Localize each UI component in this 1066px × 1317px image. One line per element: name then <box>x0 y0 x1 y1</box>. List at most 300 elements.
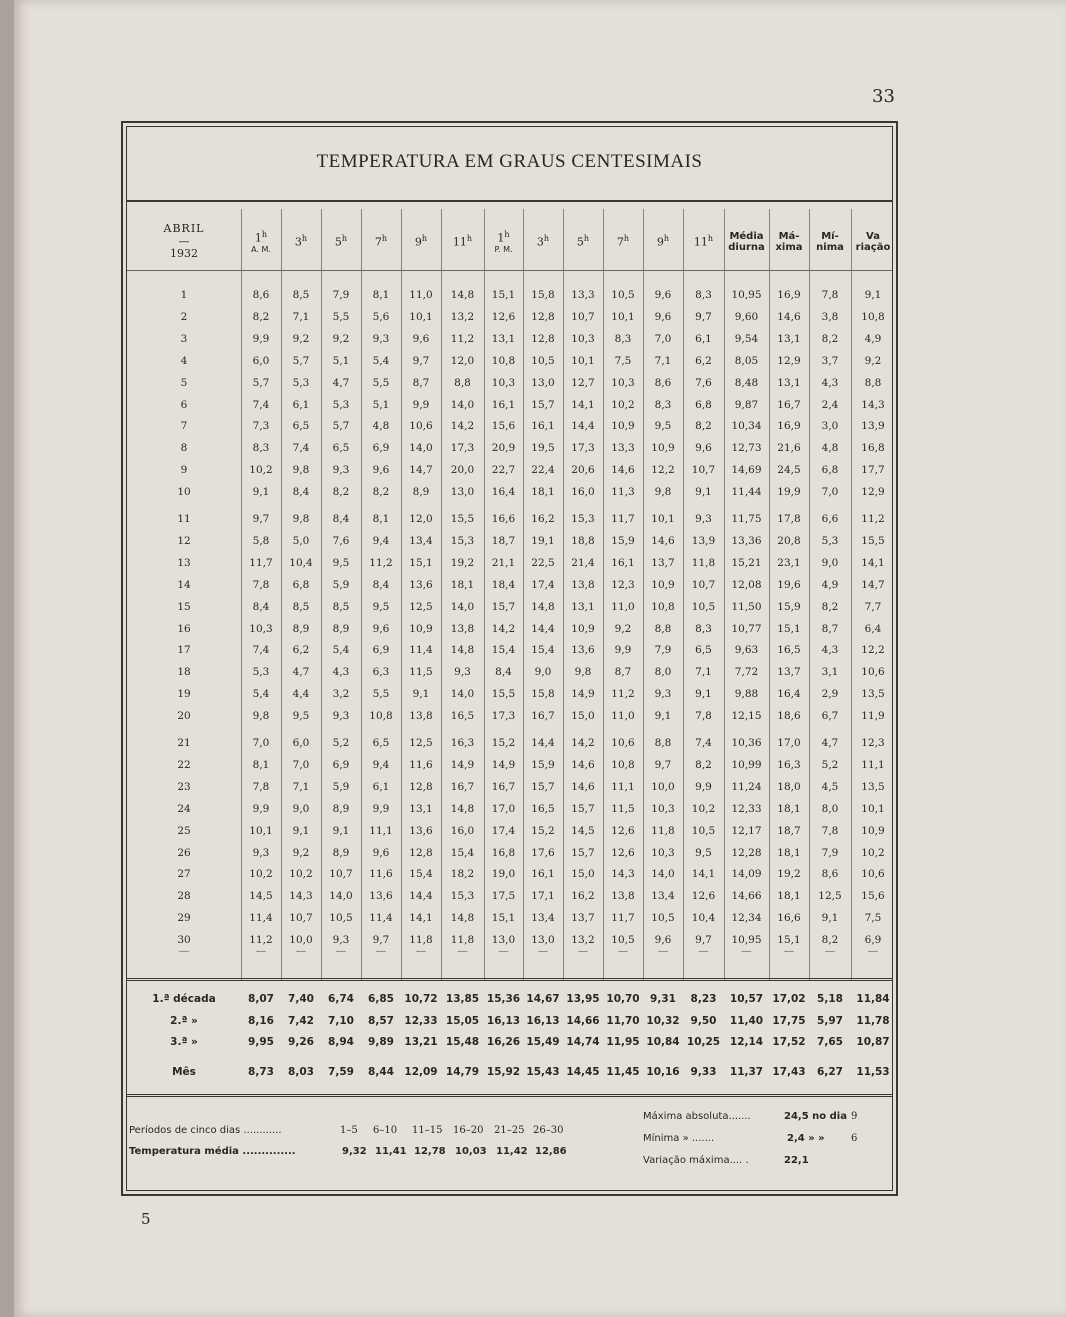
cell-minima: 7,65 <box>817 1036 843 1048</box>
cell-h7am: 6,5 <box>372 737 390 749</box>
cell-h1pm: 15,36 <box>486 993 521 1005</box>
cell-media: 11,37 <box>729 1066 764 1078</box>
cell-h3am: 9,2 <box>292 846 310 859</box>
cell-media: 12,73 <box>731 442 762 455</box>
cell-h5pm: 14,6 <box>571 758 595 771</box>
table-title: TEMPERATURA EM GRAUS CENTESIMAIS <box>316 151 703 172</box>
cell-media: — <box>741 945 752 957</box>
cell-h9am: 12,8 <box>409 846 433 859</box>
cell-h9am: 13,8 <box>409 710 433 723</box>
cell-h5pm: 14,1 <box>571 398 595 411</box>
cell-h3pm: 16,5 <box>531 802 555 815</box>
cell-h7pm: 11,3 <box>611 486 635 499</box>
cell-h1pm: 16,4 <box>491 486 516 499</box>
summary-row <box>127 1012 895 1032</box>
cell-media: 9,63 <box>734 644 759 657</box>
cell-maxima: 18,6 <box>777 710 801 723</box>
cell-maxima: 15,1 <box>777 934 801 947</box>
cell-maxima: 19,2 <box>777 868 801 881</box>
cell-h7am: 8,1 <box>372 289 390 301</box>
cell-h11am: 15,3 <box>450 890 475 903</box>
table-row <box>127 576 895 596</box>
page-sheet <box>14 0 1066 1317</box>
cell-h7am: 8,1 <box>372 513 390 525</box>
cell-media: 14,09 <box>731 868 762 881</box>
cell-h3pm: 16,13 <box>526 1014 560 1027</box>
cell-variacao: 17,7 <box>861 464 885 477</box>
cell-h5pm: 15,0 <box>571 710 595 723</box>
table-row <box>127 909 895 929</box>
cell-h7am: 10,8 <box>369 710 393 723</box>
cell-day: 28 <box>177 890 191 903</box>
cell-variacao: 15,5 <box>861 534 885 547</box>
period-range: 1–5 <box>340 1125 358 1136</box>
header-year: 1932 <box>170 247 198 261</box>
cell-h7am: 8,2 <box>372 486 390 499</box>
cell-h3pm: 10,5 <box>531 354 555 367</box>
cell-media: 8,05 <box>734 354 759 367</box>
cell-h3am: 9,1 <box>292 824 310 837</box>
cell-h11pm: 9,9 <box>695 780 712 793</box>
cell-h7pm: 9,9 <box>614 644 632 657</box>
cell-variacao: 14,1 <box>861 556 885 569</box>
cell-h3am: 7,1 <box>292 310 310 323</box>
cell-h7pm: 14,6 <box>611 464 635 477</box>
header-hour-number: 11 <box>693 236 708 249</box>
cell-h3am: 8,4 <box>292 486 310 499</box>
cell-h9pm: 10,3 <box>651 846 675 859</box>
cell-variacao: 13,5 <box>861 688 885 701</box>
cell-h5pm: 10,3 <box>571 332 595 345</box>
table-row <box>127 374 895 394</box>
cell-h1am: 8,16 <box>248 1014 274 1027</box>
cell-minima: 3,1 <box>821 666 839 679</box>
min-label: Mínima » ....... <box>643 1133 715 1144</box>
header-hour-label <box>694 234 713 249</box>
cell-h3am: 6,1 <box>292 398 310 411</box>
cell-minima: 4,7 <box>821 737 839 749</box>
cell-minima: 4,9 <box>821 578 839 591</box>
cell-media: 10,95 <box>731 289 762 301</box>
cell-h7pm: 7,5 <box>614 354 632 367</box>
cell-h11am: 14,8 <box>450 802 475 815</box>
table-row <box>127 330 895 350</box>
table-row <box>127 641 895 661</box>
cell-minima: 4,5 <box>821 780 839 793</box>
cell-h9pm: 14,6 <box>651 534 675 547</box>
cell-h11pm: 12,6 <box>691 890 716 903</box>
cell-minima: 4,3 <box>821 644 839 657</box>
cell-h7am: 11,4 <box>369 912 393 925</box>
cell-h3am: 8,03 <box>288 1066 314 1078</box>
cell-h1am: 5,7 <box>252 376 270 389</box>
cell-h1pm: 16,8 <box>491 846 516 859</box>
table-row <box>127 483 895 503</box>
cell-h5am: 5,7 <box>332 420 350 433</box>
cell-h7pm: 9,2 <box>614 622 632 635</box>
cell-h5am: 6,74 <box>328 993 354 1005</box>
cell-variacao: 12,9 <box>861 486 885 499</box>
cell-h5pm: 15,3 <box>571 513 595 525</box>
cell-h11pm: 9,6 <box>695 442 712 455</box>
cell-h7pm: 11,95 <box>606 1036 640 1048</box>
cell-maxima: 17,52 <box>772 1036 806 1048</box>
cell-maxima: 23,1 <box>777 556 801 569</box>
header-variacao-line2: riação <box>855 242 891 253</box>
cell-h11am: 14,8 <box>450 289 475 301</box>
cell-h7am: 9,4 <box>372 534 390 547</box>
cell-day: 4 <box>180 354 188 367</box>
cell-h11pm: 10,4 <box>691 912 716 925</box>
cell-h11am: 18,2 <box>450 868 475 881</box>
cell-h5pm: 10,7 <box>571 310 595 323</box>
cell-h11am: 15,5 <box>450 513 475 525</box>
cell-day: 14 <box>177 578 191 591</box>
cell-h9pm: 10,84 <box>646 1036 680 1048</box>
cell-h9pm: 10,8 <box>651 600 675 613</box>
period-temperature: 9,32 <box>342 1146 367 1157</box>
cell-h11pm: 13,9 <box>691 534 716 547</box>
cell-h11pm: 7,1 <box>695 666 712 679</box>
cell-h5am: 5,1 <box>332 354 350 367</box>
cell-h7pm: 10,70 <box>606 993 640 1005</box>
cell-day: 21 <box>177 737 191 749</box>
cell-h3pm: 15,7 <box>531 398 555 411</box>
table-row <box>127 417 895 437</box>
cell-h11pm: — <box>698 945 709 957</box>
cell-h3am: — <box>295 945 307 957</box>
cell-variacao: 12,3 <box>861 737 885 749</box>
cell-h9am: 9,7 <box>412 354 430 367</box>
cell-media: 10,99 <box>731 758 762 771</box>
cell-h1am: 8,4 <box>252 600 270 613</box>
cell-h3pm: 19,1 <box>531 534 555 547</box>
cell-media: 10,95 <box>731 934 762 947</box>
cell-h9pm: 10,32 <box>646 1014 680 1027</box>
cell-h7pm: 10,6 <box>611 737 635 749</box>
cell-media: 11,75 <box>731 513 762 525</box>
cell-variacao: 11,9 <box>861 710 885 723</box>
cell-h5pm: 14,45 <box>566 1066 600 1078</box>
cell-h5pm: 10,9 <box>571 622 595 635</box>
cell-h11pm: 10,2 <box>691 802 716 815</box>
cell-h1pm: 16,1 <box>491 398 516 411</box>
header-hour-sup: h <box>466 234 473 244</box>
variation-value: 22,1 <box>784 1155 809 1166</box>
cell-h7am: 6,85 <box>368 993 394 1005</box>
cell-h3pm: 16,1 <box>531 868 555 881</box>
cell-h9am: 12,8 <box>409 780 433 793</box>
cell-maxima: 17,75 <box>772 1014 806 1027</box>
cell-h5pm: 16,0 <box>571 486 595 499</box>
cell-h3am: 8,5 <box>292 289 310 301</box>
cell-h5pm: 17,3 <box>571 442 595 455</box>
cell-h5am: 8,9 <box>332 846 350 859</box>
cell-minima: 3,0 <box>821 420 839 433</box>
cell-h1pm: 13,1 <box>491 332 516 345</box>
cell-h9pm: 13,7 <box>651 556 675 569</box>
header-hour-h5am <box>321 217 361 267</box>
cell-h7am: 5,5 <box>372 376 390 389</box>
cell-minima: 7,8 <box>821 289 839 301</box>
header-variacao-line1: Va <box>866 230 880 242</box>
cell-h11am: 13,85 <box>445 993 480 1005</box>
header-maxima-line1: Má- <box>778 230 800 242</box>
cell-h3pm: 22,4 <box>531 464 555 477</box>
cell-h11am: 11,8 <box>450 934 475 947</box>
cell-day: 29 <box>177 912 191 925</box>
cell-h5am: 7,6 <box>332 534 350 547</box>
cell-h11pm: 8,3 <box>695 289 712 301</box>
cell-maxima: 17,0 <box>777 737 801 749</box>
cell-h3pm: 17,6 <box>531 846 555 859</box>
header-hour-number: 7 <box>374 236 382 249</box>
cell-h11pm: 7,8 <box>695 710 712 723</box>
cell-day: 12 <box>177 534 191 547</box>
cell-h11pm: 9,7 <box>695 934 712 947</box>
cell-h1am: 9,8 <box>252 710 270 723</box>
header-hour-sup: h <box>261 229 268 239</box>
cell-h5am: 9,3 <box>332 934 350 947</box>
cell-maxima: 16,3 <box>777 758 801 771</box>
cell-h3am: 6,8 <box>292 578 310 591</box>
cell-h5pm: 12,7 <box>571 376 595 389</box>
cell-variacao: 6,4 <box>864 622 882 635</box>
cell-h1am: 9,1 <box>252 486 270 499</box>
cell-h3pm: 15,43 <box>526 1066 560 1078</box>
cell-h9am: 15,4 <box>409 868 433 881</box>
cell-variacao: 9,1 <box>864 289 882 301</box>
cell-h11am: 15,05 <box>445 1014 480 1027</box>
cell-h5am: 9,5 <box>332 556 350 569</box>
cell-h11pm: 11,8 <box>691 556 716 569</box>
cell-h5am: 9,1 <box>332 824 350 837</box>
header-hour-number: 3 <box>294 236 302 249</box>
cell-variacao: 10,6 <box>861 666 885 679</box>
cell-h9pm: 10,1 <box>651 513 675 525</box>
cell-h9am: 10,1 <box>409 310 433 323</box>
cell-h11am: 13,8 <box>450 622 475 635</box>
cell-h1am: 11,2 <box>249 934 273 947</box>
cell-h9am: 11,0 <box>409 289 433 301</box>
period-temperature: 11,41 <box>375 1146 407 1157</box>
cell-h9am: 11,5 <box>409 666 433 679</box>
cell-h5am: 8,4 <box>332 513 350 525</box>
cell-h7pm: 11,7 <box>611 912 635 925</box>
cell-minima: 2,4 <box>821 398 839 411</box>
header-month-year <box>127 217 241 267</box>
cell-maxima: 14,6 <box>777 310 801 323</box>
cell-h7am: 6,9 <box>372 442 390 455</box>
header-hour-sup: h <box>421 234 428 244</box>
cell-h7am: 9,9 <box>372 802 390 815</box>
cell-h3am: 9,8 <box>292 513 310 525</box>
cell-variacao: 6,9 <box>864 934 882 947</box>
cell-h3am: 5,3 <box>292 376 310 389</box>
cell-media: 9,54 <box>734 332 759 345</box>
table-row <box>127 554 895 574</box>
cell-h9am: 14,4 <box>409 890 433 903</box>
cell-h9pm: 8,3 <box>654 398 672 411</box>
period-range: 16–20 <box>453 1125 484 1136</box>
cell-h3am: 7,42 <box>288 1014 314 1027</box>
cell-media: 14,66 <box>731 890 762 903</box>
cell-maxima: 18,1 <box>777 846 801 859</box>
table-row <box>127 663 895 683</box>
cell-h5pm: — <box>577 945 589 957</box>
cell-h7pm: 8,3 <box>614 332 632 345</box>
cell-minima: 8,2 <box>821 600 839 613</box>
cell-h1pm: 19,0 <box>491 868 516 881</box>
cell-h9am: 12,09 <box>404 1066 438 1078</box>
cell-h3am: 5,7 <box>292 354 310 367</box>
cell-h9am: 14,1 <box>409 912 433 925</box>
cell-maxima: 19,6 <box>777 578 801 591</box>
summary-rule <box>127 978 892 981</box>
cell-h1am: 9,7 <box>252 513 270 525</box>
cell-day: — <box>178 945 190 957</box>
cell-h9am: 14,0 <box>409 442 433 455</box>
periods-label: Períodos de cinco dias ............ <box>129 1125 282 1136</box>
cell-h1pm: 17,0 <box>491 802 516 815</box>
cell-h1pm: 17,3 <box>491 710 516 723</box>
cell-day: 11 <box>177 513 191 525</box>
cell-h5pm: 21,4 <box>571 556 595 569</box>
cell-h11pm: 7,4 <box>695 737 712 749</box>
cell-h9am: 10,72 <box>404 993 438 1005</box>
cell-h7am: 8,57 <box>368 1014 394 1027</box>
cell-h11pm: 10,7 <box>691 578 716 591</box>
cell-media: 10,36 <box>731 737 762 749</box>
cell-day: 8 <box>180 442 188 455</box>
header-hour-h9am <box>401 217 441 267</box>
cell-day: 15 <box>177 600 191 613</box>
period-temperature: 12,86 <box>535 1146 567 1157</box>
header-hour-label <box>497 230 509 245</box>
cell-h11pm: 10,25 <box>686 1036 721 1048</box>
header-hour-h9pm <box>643 217 683 267</box>
cell-h9pm: 9,1 <box>654 710 672 723</box>
cell-h3pm: 14,67 <box>526 993 560 1005</box>
cell-variacao: 12,2 <box>861 644 885 657</box>
cell-h9am: 11,4 <box>409 644 433 657</box>
cell-h11am: 15,48 <box>445 1036 480 1048</box>
cell-day: 1.ª década <box>152 993 216 1005</box>
cell-maxima: 18,1 <box>777 802 801 815</box>
cell-h7pm: 14,3 <box>611 868 635 881</box>
max-abs-value: 24,5 no dia <box>784 1111 847 1122</box>
cell-h1am: 8,3 <box>252 442 270 455</box>
cell-day: 19 <box>177 688 191 701</box>
cell-h11am: 14,0 <box>450 398 475 411</box>
cell-h9am: 9,9 <box>412 398 430 411</box>
cell-h7pm: 12,6 <box>611 846 635 859</box>
cell-h5pm: 13,6 <box>571 644 595 657</box>
cell-maxima: 18,0 <box>777 780 801 793</box>
cell-media: 12,08 <box>731 578 762 591</box>
cell-h3am: 7,4 <box>292 442 310 455</box>
header-hour-label <box>255 230 267 245</box>
min-value: 2,4 » » <box>787 1133 825 1144</box>
header-hour-number: 5 <box>334 236 342 249</box>
cell-h1am: 11,4 <box>249 912 273 925</box>
cell-minima: 5,2 <box>821 758 839 771</box>
cell-h1pm: 16,6 <box>491 513 516 525</box>
cell-h1am: 14,5 <box>249 890 273 903</box>
cell-h11pm: 8,23 <box>690 993 717 1005</box>
cell-day: 7 <box>180 420 188 433</box>
header-hour-h3am <box>281 217 321 267</box>
header-hour-label <box>577 234 589 249</box>
cell-maxima: 13,1 <box>777 376 801 389</box>
cell-h7pm: 16,1 <box>611 556 635 569</box>
cell-h5am: 5,9 <box>332 578 350 591</box>
header-hour-h5pm <box>563 217 603 267</box>
cell-h1pm: 15,7 <box>491 600 516 613</box>
cell-maxima: 18,1 <box>777 890 801 903</box>
footer-rule <box>127 1094 892 1097</box>
cell-h1am: — <box>255 945 267 957</box>
cell-h7pm: 12,6 <box>611 824 635 837</box>
cell-minima: 7,0 <box>821 486 839 499</box>
cell-h3pm: 15,7 <box>531 780 555 793</box>
header-minima-line2: nima <box>816 242 844 253</box>
header-hour-number: 7 <box>616 236 624 249</box>
cell-h1pm: 14,2 <box>491 622 516 635</box>
table-row <box>127 461 895 481</box>
cell-variacao: 10,87 <box>856 1036 890 1048</box>
header-media-line2: diurna <box>728 242 765 253</box>
header-hour-label <box>415 234 427 249</box>
cell-h7am: 6,3 <box>372 666 390 679</box>
cell-media: 8,48 <box>734 376 759 389</box>
cell-h3am: 6,5 <box>292 420 310 433</box>
cell-day: 5 <box>180 376 188 389</box>
cell-day: 1 <box>180 289 188 301</box>
cell-h9am: 11,8 <box>409 934 433 947</box>
cell-h5am: 8,5 <box>332 600 350 613</box>
cell-h3am: 9,8 <box>292 464 310 477</box>
period-range: 11–15 <box>412 1125 443 1136</box>
cell-h7am: 9,4 <box>372 758 390 771</box>
cell-h5pm: 13,8 <box>571 578 595 591</box>
cell-h1am: 7,3 <box>252 420 270 433</box>
cell-day: 18 <box>177 666 191 679</box>
cell-h1pm: 18,7 <box>491 534 516 547</box>
cell-h5pm: 14,2 <box>571 737 595 749</box>
cell-h9am: 11,6 <box>409 758 433 771</box>
cell-media: 12,14 <box>729 1036 764 1048</box>
cell-day: 25 <box>177 824 191 837</box>
cell-day: 23 <box>177 780 191 793</box>
period-temperature: 12,78 <box>414 1146 446 1157</box>
cell-h7pm: — <box>617 945 629 957</box>
cell-h11am: 11,2 <box>450 332 475 345</box>
cell-h1pm: 21,1 <box>491 556 516 569</box>
header-media-line1: Média <box>729 230 764 242</box>
cell-h3am: 9,26 <box>288 1036 314 1048</box>
cell-h5pm: 20,6 <box>571 464 595 477</box>
month-row <box>127 1063 895 1083</box>
cell-h5pm: 13,95 <box>566 993 600 1005</box>
cell-h3am: 7,0 <box>292 758 310 771</box>
cell-h1pm: 16,26 <box>486 1036 521 1048</box>
cell-h5am: 8,94 <box>328 1036 354 1048</box>
cell-h9pm: 9,6 <box>654 310 672 323</box>
cell-h3am: 9,0 <box>292 802 310 815</box>
cell-media: 10,77 <box>731 622 762 635</box>
cell-minima: 5,18 <box>817 993 843 1005</box>
